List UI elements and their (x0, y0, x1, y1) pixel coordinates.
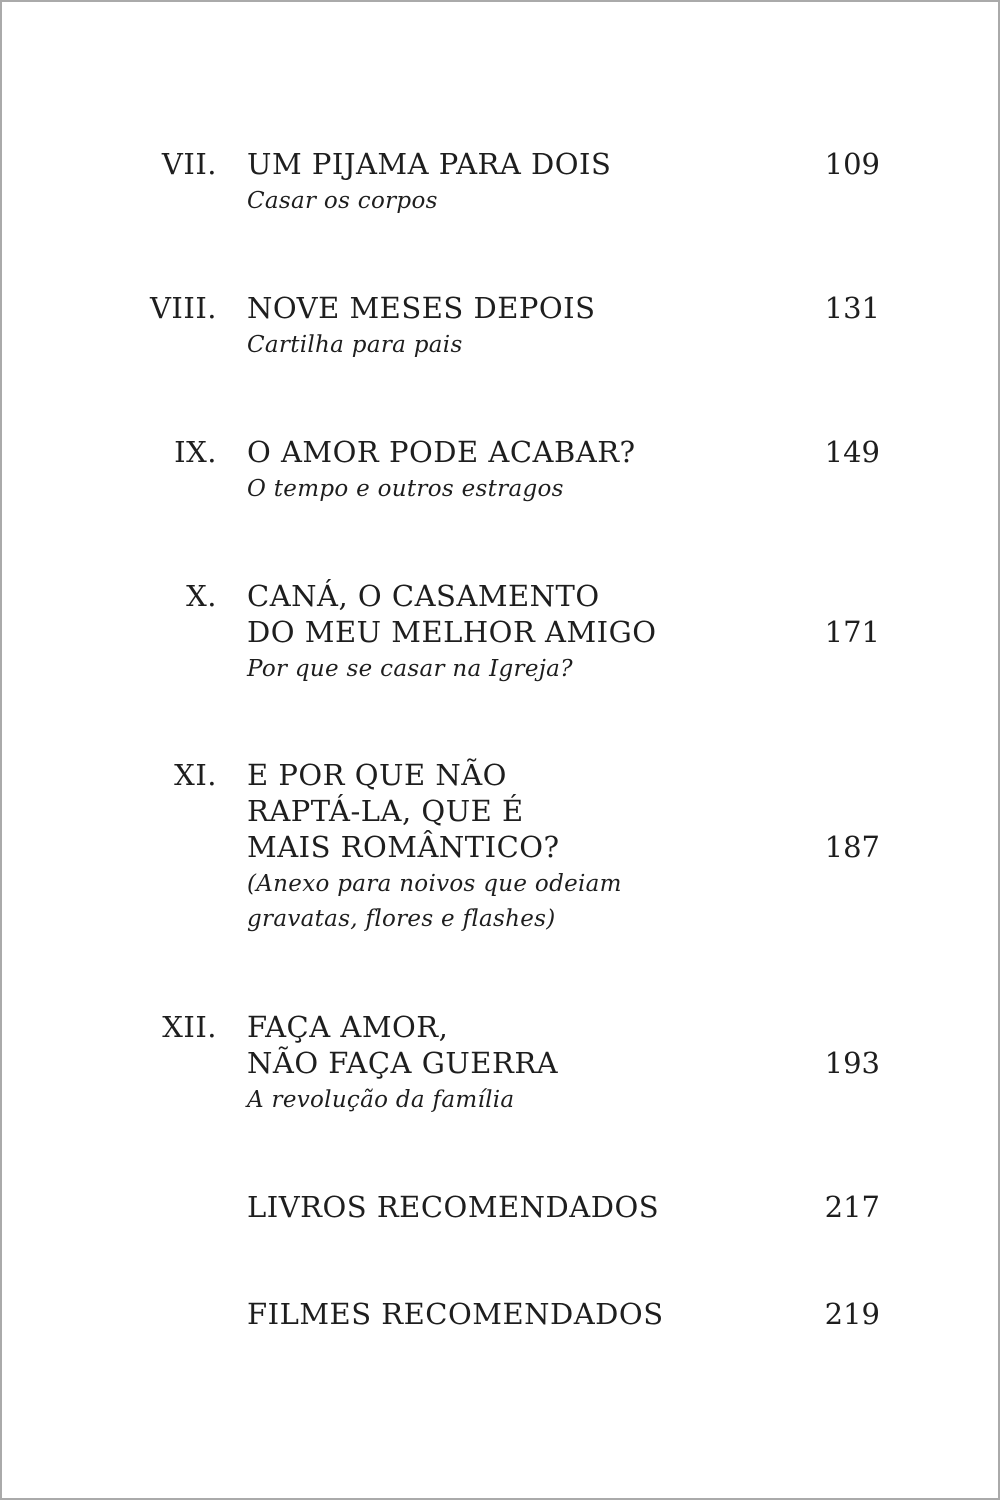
chapter-numeral: IX. (174, 435, 217, 469)
section-page-number: 217 (824, 1190, 880, 1224)
chapter-page-number: 187 (824, 830, 880, 864)
section-title: LIVROS RECOMENDADOS (247, 1190, 660, 1224)
chapter-title: E POR QUE NÃO RAPTÁ-LA, QUE É MAIS ROMÂNTICO? (247, 758, 560, 864)
chapter-title: NOVE MESES DEPOIS (247, 291, 596, 325)
chapter-subtitle: Casar os corpos (247, 188, 438, 214)
chapter-numeral: XI. (174, 758, 217, 792)
chapter-subtitle: (Anexo para noivos que odeiam gravatas, flores e flashes) (247, 871, 622, 932)
chapter-title: CANÁ, O CASAMENTO DO MEU MELHOR AMIGO (247, 579, 657, 649)
chapter-numeral: VII. (161, 147, 217, 181)
chapter-title: UM PIJAMA PARA DOIS (247, 147, 612, 181)
chapter-numeral: VIII. (149, 291, 217, 325)
chapter-subtitle: Por que se casar na Igreja? (247, 656, 573, 682)
chapter-numeral: X. (186, 579, 217, 613)
chapter-page-number: 149 (824, 435, 880, 469)
section-page-number: 219 (824, 1297, 880, 1331)
chapter-page-number: 109 (824, 147, 880, 181)
chapter-title: FAÇA AMOR, NÃO FAÇA GUERRA (247, 1010, 559, 1080)
chapter-numeral: XII. (162, 1010, 217, 1044)
section-title: FILMES RECOMENDADOS (247, 1297, 664, 1331)
chapter-subtitle: A revolução da família (247, 1087, 515, 1113)
chapter-page-number: 131 (824, 291, 880, 325)
chapter-subtitle: Cartilha para pais (247, 332, 463, 358)
chapter-title: O AMOR PODE ACABAR? (247, 435, 636, 469)
chapter-page-number: 171 (824, 615, 880, 649)
chapter-page-number: 193 (824, 1046, 880, 1080)
chapter-subtitle: O tempo e outros estragos (247, 476, 564, 502)
